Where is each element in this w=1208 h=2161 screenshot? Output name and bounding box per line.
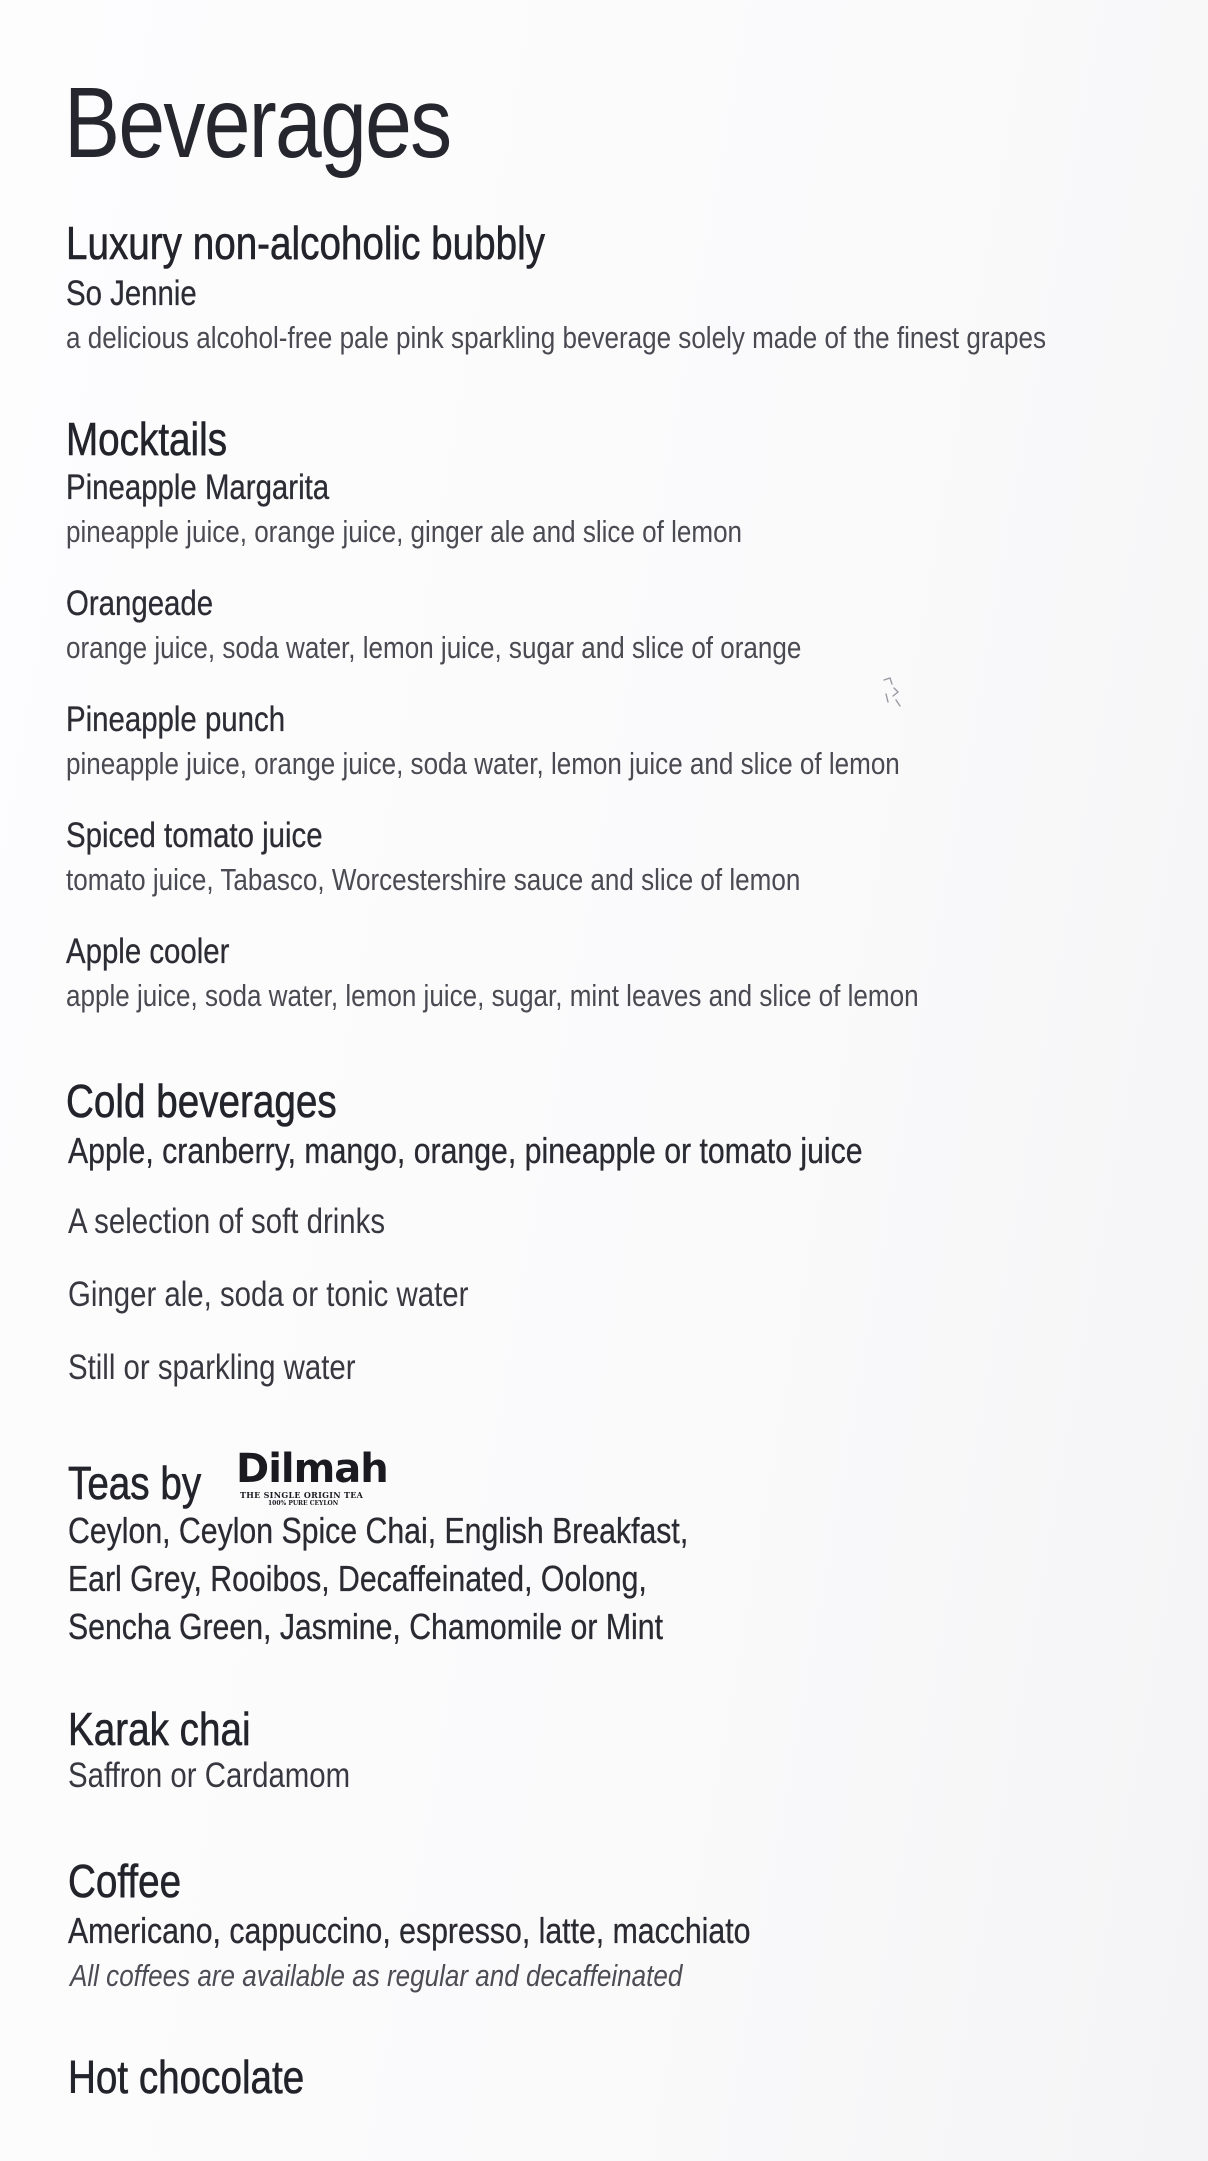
item-description-orangeade: orange juice, soda water, lemon juice, sugar and slice of orange <box>66 630 802 665</box>
logo-wordmark: Dilmah <box>236 1446 388 1492</box>
item-name-so-jennie: So Jennie <box>66 274 197 313</box>
item-description-pineapple-margarita: pineapple juice, orange juice, ginger ale and slice of lemon <box>66 514 743 549</box>
section-heading-hot-chocolate: Hot chocolate <box>68 2051 305 2103</box>
cold-item-water: Still or sparkling water <box>68 1348 356 1387</box>
page-title: Beverages <box>64 67 451 179</box>
section-heading-bubbly: Luxury non-alcoholic bubbly <box>66 217 546 269</box>
karak-options: Saffron or Cardamom <box>68 1756 351 1795</box>
dilmah-logo <box>236 1446 386 1506</box>
section-heading-cold-beverages: Cold beverages <box>66 1075 337 1127</box>
tea-line-2: Earl Grey, Rooibos, Decaffeinated, Oolong, <box>68 1558 647 1599</box>
item-name-pineapple-punch: Pineapple punch <box>66 700 286 739</box>
logo-subline: 100% PURE CEYLON <box>268 1500 339 1507</box>
item-description-apple-cooler: apple juice, soda water, lemon juice, sugar, mint leaves and slice of lemon <box>66 978 919 1013</box>
cold-item-juices: Apple, cranberry, mango, orange, pineapple or tomato juice <box>68 1130 863 1171</box>
coffee-options: Americano, cappuccino, espresso, latte, macchiato <box>68 1910 751 1951</box>
section-heading-teas: Teas by <box>68 1457 202 1509</box>
item-description-pineapple-punch: pineapple juice, orange juice, soda water, lemon juice and slice of lemon <box>66 746 900 781</box>
tea-line-1: Ceylon, Ceylon Spice Chai, English Breakfast, <box>68 1510 689 1551</box>
section-heading-mocktails: Mocktails <box>66 413 228 465</box>
item-description-spiced-tomato-juice: tomato juice, Tabasco, Worcestershire sauce and slice of lemon <box>66 862 801 897</box>
paper-speck-mark <box>878 676 904 710</box>
logo-tagline: THE SINGLE ORIGIN TEA <box>240 1490 364 1500</box>
section-heading-karak-chai: Karak chai <box>68 1703 251 1755</box>
item-name-apple-cooler: Apple cooler <box>66 932 230 971</box>
item-name-spiced-tomato-juice: Spiced tomato juice <box>66 816 323 855</box>
section-heading-coffee: Coffee <box>68 1855 182 1907</box>
cold-item-mixers: Ginger ale, soda or tonic water <box>68 1275 469 1314</box>
cold-item-soft-drinks: A selection of soft drinks <box>68 1202 386 1241</box>
coffee-note: All coffees are available as regular and decaffeinated <box>70 1958 683 1993</box>
tea-line-3: Sencha Green, Jasmine, Chamomile or Mint <box>68 1606 663 1647</box>
item-description-so-jennie: a delicious alcohol-free pale pink sparkling beverage solely made of the finest grapes <box>66 320 1046 355</box>
item-name-orangeade: Orangeade <box>66 584 214 623</box>
item-name-pineapple-margarita: Pineapple Margarita <box>66 468 330 507</box>
